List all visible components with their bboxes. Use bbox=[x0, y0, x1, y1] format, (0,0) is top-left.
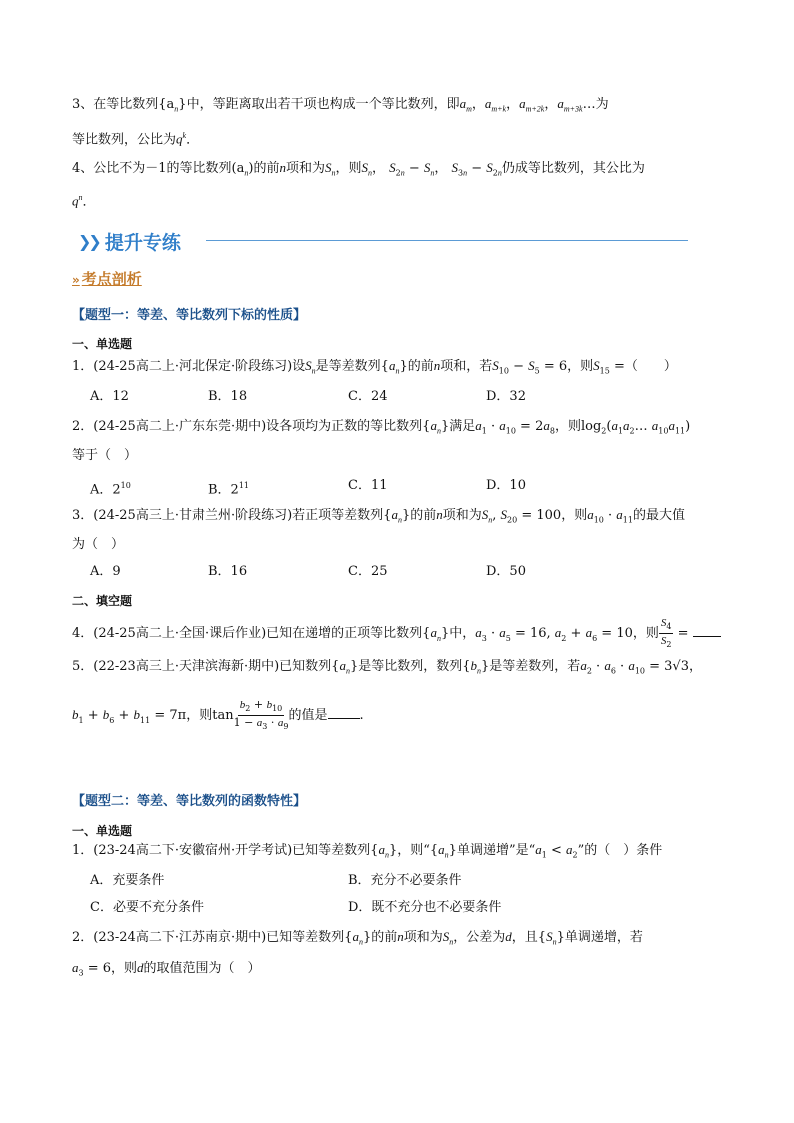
property-3-line-2: 等比数列，公比为$q^k$． bbox=[72, 131, 200, 148]
type2-question-2: 2．(23-24高二下·江苏南京·期中)已知等差数列$\{a_n\}$的前n项和为$S_n$，公差为d，且$\{S_n\}$单调递增，若 bbox=[72, 929, 643, 947]
property-4-line-2: $q^n$． bbox=[72, 193, 96, 210]
answer-blank[interactable] bbox=[328, 706, 360, 719]
property-3-line-1: 3、在等比数列$\{a_n\}$中，等距离取出若干项也构成一个等比数列，即$a_m$，$a_{m+k}$，$a_{m+2k}$，$a_{m+3k}\dots$为 bbox=[72, 96, 609, 114]
type1-question-3-line-2: 为（ ） bbox=[72, 537, 125, 552]
fraction-tan-argument: $\frac{b_2 + b_{10}}{1 - a_3 \cdot a_9}$ bbox=[233, 698, 289, 732]
type2-q1-option-a[interactable]: A．充要条件 bbox=[90, 873, 165, 888]
type1-question-5-line-2: $b_1 + b_6 + b_{11} = 7\pi$，则tan $\frac{b_2 + b_{10}}{1 - a_3 \cdot a_9}$ 的值是 . bbox=[72, 698, 364, 732]
type2-category-single-choice: 一、单选题 bbox=[72, 824, 133, 838]
double-chevron-icon: ❯❯ bbox=[78, 232, 99, 251]
type1-q2-option-d[interactable]: D．10 bbox=[486, 478, 526, 493]
type1-question-2-line-2: 等于（ ） bbox=[72, 448, 138, 463]
type1-q2-option-c[interactable]: C．11 bbox=[348, 478, 388, 493]
type2-q1-option-c[interactable]: C．必要不充分条件 bbox=[90, 900, 204, 915]
type1-q2-option-b[interactable]: B．$2^{11}$ bbox=[208, 481, 250, 498]
type1-q3-option-b[interactable]: B．16 bbox=[208, 564, 248, 579]
section-title-text: 提升专练 bbox=[104, 232, 181, 254]
type1-category-single-choice: 一、单选题 bbox=[72, 337, 133, 351]
property-4-line-1: 4、公比不为－1的等比数列$(a_n)$的前n项和为$S_n$，则$S_n$， $S_{2n} - S_n$， $S_{3n} - S_{2n}$仍成等比数列，其公比为 bbox=[72, 160, 645, 178]
type1-q1-option-c[interactable]: C．24 bbox=[348, 389, 388, 404]
type1-q3-option-c[interactable]: C．25 bbox=[348, 564, 388, 579]
type1-q3-option-d[interactable]: D．50 bbox=[486, 564, 526, 579]
type1-q1-option-d[interactable]: D．32 bbox=[486, 389, 526, 404]
answer-blank[interactable] bbox=[693, 624, 721, 637]
type2-heading: 【题型二：等差、等比数列的函数特性】 bbox=[72, 794, 307, 809]
subsection-title: » 考点剖析 bbox=[72, 270, 142, 288]
type1-category-fill-blank: 二、填空题 bbox=[72, 594, 133, 608]
type2-question-1: 1．(23-24高二下·安徽宿州·开学考试)已知等差数列$\{a_n\}$，则“$\{a_n\}$单调递增”是“$a_1 < a_2$”的（ ）条件 bbox=[72, 842, 663, 860]
type1-q1-option-a[interactable]: A．12 bbox=[90, 389, 129, 404]
fraction-s4-over-s2: $\frac{S_4}{S_2}$ bbox=[660, 617, 672, 650]
type1-heading: 【题型一：等差、等比数列下标的性质】 bbox=[72, 308, 307, 323]
type1-question-4: 4．(24-25高二上·全国·课后作业)已知在递增的正项等比数列$\{a_n\}$中，$a_3 \cdot a_5 = 16$, $a_2 + a_6 = 10$，则 $\frac{S_4}{S_2}$ = bbox=[72, 616, 721, 651]
section-title bbox=[78, 228, 181, 255]
type1-question-3: 3．(24-25高三上·甘肃兰州·阶段练习)若正项等差数列$\{a_n\}$的前n项和为$S_n$, $S_{20} = 100$，则$a_{10} \cdot a_{11}$的最大值 bbox=[72, 507, 685, 525]
section-rule bbox=[206, 240, 688, 241]
type1-question-1: 1．(24-25高二上·河北保定·阶段练习)设$S_n$是等差数列$\{a_n\}$的前n项和，若$S_{10} - S_5 = 6$，则$S_{15}$ =（ ） bbox=[72, 358, 677, 376]
type2-q1-option-b[interactable]: B．充分不必要条件 bbox=[348, 873, 462, 888]
type1-q1-option-b[interactable]: B．18 bbox=[208, 389, 248, 404]
type2-q1-option-d[interactable]: D．既不充分也不必要条件 bbox=[348, 900, 502, 915]
double-arrow-icon: » bbox=[72, 273, 80, 287]
type1-q3-option-a[interactable]: A．9 bbox=[90, 564, 121, 579]
type1-question-2: 2．(24-25高二上·广东东莞·期中)设各项均为正数的等比数列$\{a_n\}$满足$a_1 \cdot a_{10} = 2a_8$，则$\log_2(a_1a_2\dots$ $a_{10}a_{11}$) bbox=[72, 418, 691, 436]
type2-question-2-line-2: $a_3 = 6$，则d的取值范围为（ ） bbox=[72, 960, 261, 978]
type1-question-5: 5．(22-23高三上·天津滨海新·期中)已知数列$\{a_n\}$是等比数列，数列$\{b_n\}$是等差数列，若$a_2 \cdot a_6 \cdot a_{10} = 3√3$， bbox=[72, 658, 702, 676]
type1-q2-option-a[interactable]: A．$2^{10}$ bbox=[90, 481, 131, 498]
